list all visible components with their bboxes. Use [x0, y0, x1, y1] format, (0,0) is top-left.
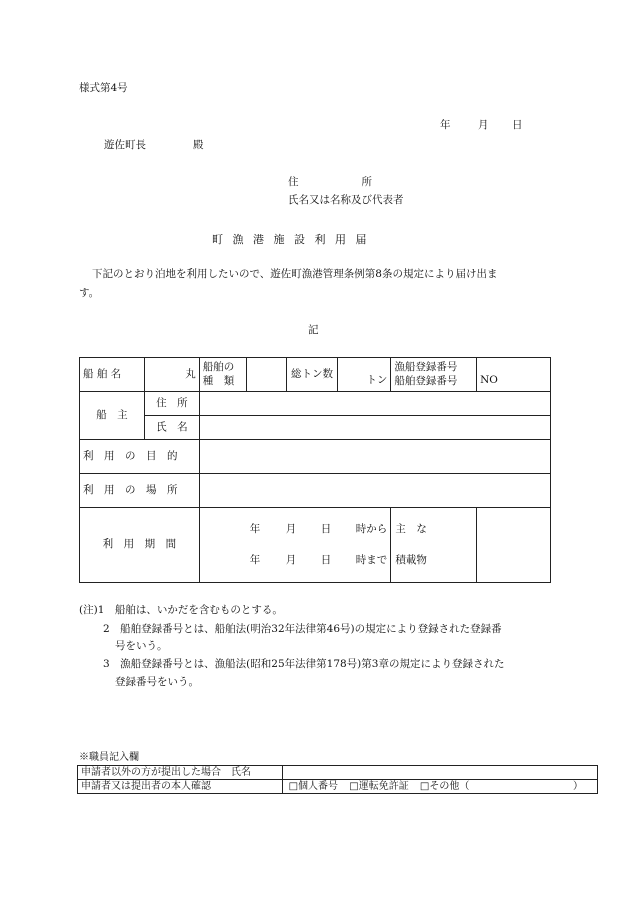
period-text: 利 用 期 間: [102, 538, 177, 551]
from-month: 月: [285, 523, 297, 535]
registration-value: [477, 358, 551, 392]
staff-row2-label: [78, 780, 283, 794]
document-title: 町 漁 港 施 設 利 用 届: [212, 233, 370, 246]
owner-address-text: 住 所: [156, 396, 188, 409]
ton-text: トン: [366, 373, 388, 386]
from-year: 年: [249, 523, 261, 535]
addressee-name: 遊佐町長: [104, 139, 146, 151]
staff-table: [77, 765, 598, 794]
cargo-label-box: [391, 508, 476, 582]
intro-line-1: 下記のとおり泊地を利用したいので、遊佐町漁港管理条例第8条の規定により届け出ま: [92, 268, 498, 280]
applicant-address-label: 住 所: [288, 176, 372, 188]
to-year: 年: [249, 554, 261, 566]
registration-label: [391, 358, 477, 392]
ship-name-text: 船 舶 名: [83, 367, 122, 380]
purpose-value: [199, 440, 550, 474]
period-value: [199, 508, 391, 583]
usage-table: [79, 357, 551, 583]
maru-text: 丸: [185, 367, 196, 380]
period-label: [80, 508, 200, 583]
place-value: [199, 474, 550, 508]
period-grid: [200, 508, 391, 582]
ship-name-label: [80, 358, 145, 392]
place-text: 利 用 の 場 所: [83, 483, 178, 496]
option-my-number[interactable]: □個人番号: [288, 781, 339, 792]
ship-name-cell: [144, 358, 199, 392]
intro-line-2: す。: [79, 287, 100, 299]
addressee-honorific: 殿: [193, 139, 204, 151]
staff-row1-value: [282, 766, 597, 780]
cargo-line2: 積載物: [395, 554, 427, 566]
to-month: 月: [285, 554, 297, 566]
form-number: 様式第4号: [79, 82, 128, 94]
owner-name-label: [144, 416, 199, 440]
ki-heading: 記: [308, 324, 319, 336]
date-day: 日: [512, 119, 523, 131]
to-day: 日: [320, 554, 332, 566]
cargo-line1: 主 な: [395, 523, 427, 535]
note-1: (注)1 船舶は、いかだを含むものとする。: [79, 604, 283, 616]
gross-ton-text: 総トン数: [291, 367, 334, 380]
identity-options: [282, 780, 597, 794]
to-suffix: 時まで: [355, 554, 388, 566]
note-3a: 3 漁船登録番号とは、漁船法(昭和25年法律第178号)第3章の規定により登録された: [103, 658, 505, 670]
option-other-close: ）: [573, 781, 583, 792]
option-license[interactable]: □運転免許証: [349, 781, 409, 792]
reg-line1: 漁船登録番号: [394, 361, 458, 374]
date-month: 月: [478, 119, 489, 131]
cargo-label: [391, 508, 477, 583]
reg-line2: 船舶登録番号: [394, 374, 458, 387]
owner-name-text: 氏 名: [156, 420, 188, 433]
date-year: 年: [440, 119, 451, 131]
ship-type-line2: 種 類: [202, 374, 235, 387]
applicant-name-label: 氏名又は名称及び代表者: [288, 194, 404, 206]
no-text: NO: [480, 373, 498, 386]
note-2a: 2 船舶登録番号とは、船舶法(明治32年法律第46号)の規定により登録された登録番: [103, 623, 502, 635]
owner-text: 船 主: [96, 408, 128, 421]
note-2b: 号をいう。: [115, 640, 168, 652]
purpose-text: 利 用 の 目 的: [83, 449, 178, 462]
owner-address-value: [199, 392, 550, 416]
from-suffix: 時から: [355, 523, 388, 535]
note-3b: 登録番号をいう。: [115, 676, 199, 688]
staff-row1-label: [78, 766, 283, 780]
owner-label: [80, 392, 145, 440]
ship-type-value: [246, 358, 286, 392]
gross-ton-label: [286, 358, 338, 392]
cargo-value: [477, 508, 551, 583]
staff-row2-text: 申請者又は提出者の本人確認: [81, 781, 211, 792]
place-label: [80, 474, 200, 508]
staff-heading: ※職員記入欄: [79, 752, 139, 763]
option-other[interactable]: □その他（: [419, 781, 470, 792]
from-day: 日: [320, 523, 332, 535]
purpose-label: [80, 440, 200, 474]
owner-address-label: [144, 392, 199, 416]
ship-type-line1: 船舶の: [202, 361, 235, 374]
gross-ton-value: [338, 358, 391, 392]
staff-row1-text: 申請者以外の方が提出した場合 氏名: [81, 767, 251, 778]
owner-name-value: [199, 416, 550, 440]
ship-type-label: [199, 358, 246, 392]
